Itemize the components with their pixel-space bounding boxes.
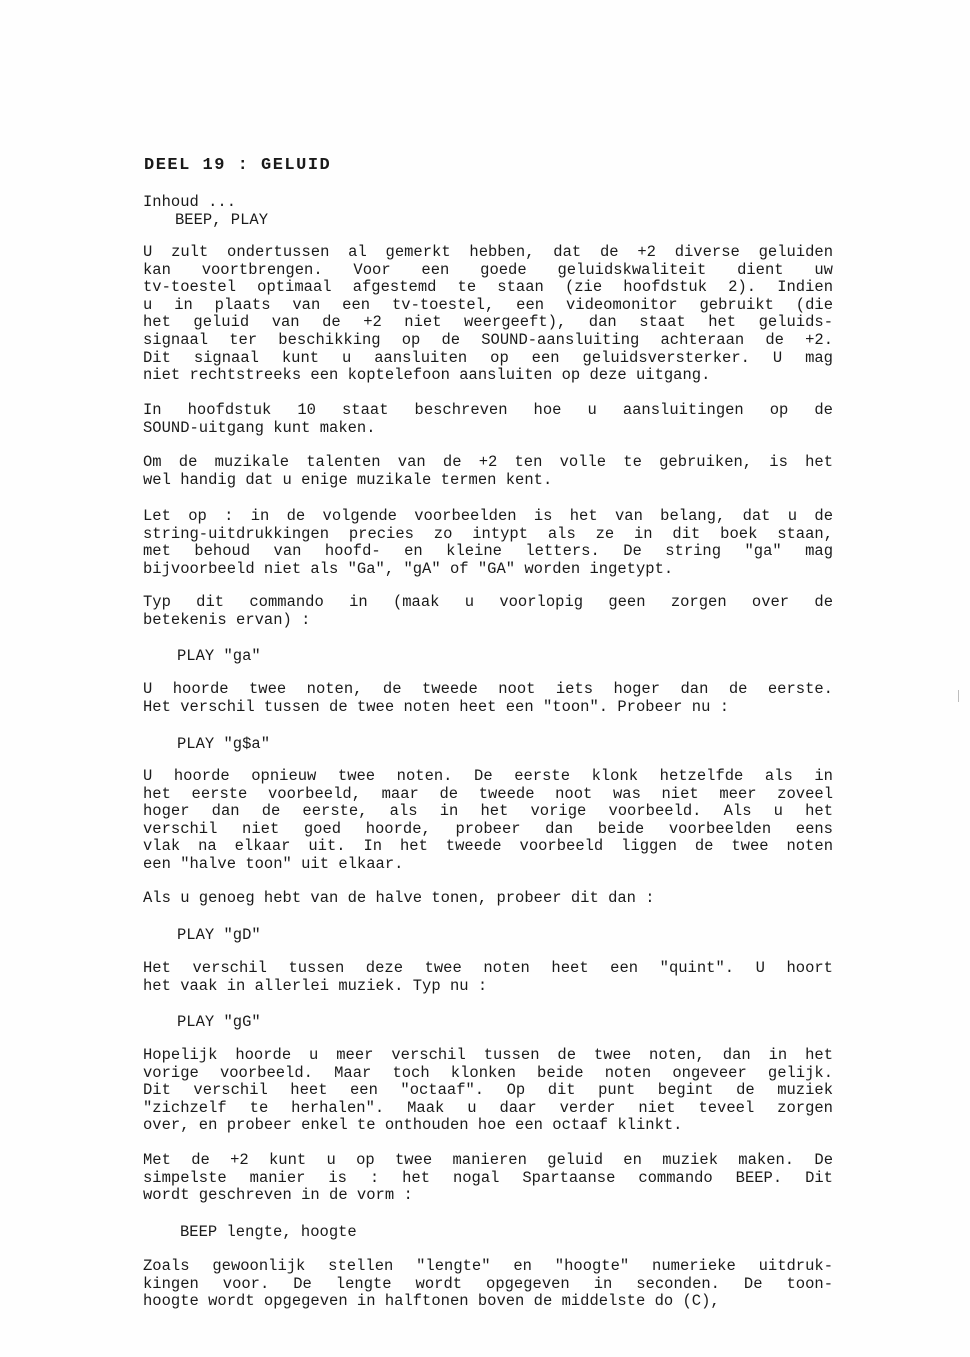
paragraph-line: wel handig dat u enige muzikale termen kent. <box>143 471 553 489</box>
paragraph-line: een "halve toon" uit elkaar. <box>143 855 404 873</box>
paragraph-line: over, en probeer enkel te onthouden hoe een octaaf klinkt. <box>143 1117 683 1135</box>
paragraph-line: Hopelijk hoorde u meer verschil tussen de twee noten, dan in het <box>143 1047 833 1064</box>
paragraph-line: het eerste voorbeeld, maar de tweede noot was niet meer zoveel <box>143 785 833 803</box>
paragraph-3 <box>143 454 833 489</box>
paragraph-line: Het verschil tussen de twee noten heet een "toon". Probeer nu : <box>143 698 729 716</box>
paragraph-line: Typ dit commando in (maak u voorlopig geen zorgen over de <box>143 594 833 611</box>
code-example-5: BEEP lengte, hoogte <box>180 1223 357 1241</box>
paragraph-line: niet rechtstreeks een koptelefoon aansluiten op deze uitgang. <box>143 367 711 385</box>
paragraph-line: hoogte wordt opgegeven in halftonen boven de middelste do (C), <box>143 1293 720 1311</box>
paragraph-line: Met de +2 kunt u op twee manieren geluid en muziek maken. De <box>143 1152 833 1169</box>
contents-label: Inhoud ... <box>143 194 237 211</box>
paragraph-line: SOUND-uitgang kunt maken. <box>143 419 376 437</box>
paragraph-line: Als u genoeg hebt van de halve tonen, probeer dit dan : <box>143 890 655 907</box>
chapter-heading: DEEL 19 : GELUID <box>144 156 332 175</box>
paragraph-9 <box>143 960 833 995</box>
paragraph-2 <box>143 402 833 437</box>
paragraph-line: vlak na elkaar uit. In het tweede voorbeeld liggen de twee noten <box>143 838 833 856</box>
paragraph-line: U zult ondertussen al gemerkt hebben, dat de +2 diverse geluiden <box>143 244 833 261</box>
paragraph-11 <box>143 1152 833 1205</box>
contents-items: BEEP, PLAY <box>175 211 269 229</box>
paragraph-12 <box>143 1258 833 1311</box>
paragraph-6 <box>143 681 833 716</box>
paragraph-line: met behoud van hoofd- en kleine letters. De string "ga" mag <box>143 543 833 561</box>
paragraph-8 <box>143 890 833 908</box>
paragraph-line: verschil niet goed hoorde, probeer dan beide voorbeelden eens <box>143 820 833 838</box>
paragraph-line: Om de muzikale talenten van de +2 ten volle te gebruiken, is het <box>143 454 833 471</box>
paragraph-line: bijvoorbeeld niet als "Ga", "gA" of "GA" worden ingetypt. <box>143 560 674 578</box>
code-example-2: PLAY "g$a" <box>177 735 271 753</box>
paragraph-line: Let op : in de volgende voorbeelden is het van belang, dat u de <box>143 508 833 525</box>
paragraph-line: U hoorde opnieuw twee noten. De eerste klonk hetzelfde als in <box>143 768 833 785</box>
paragraph-4 <box>143 508 833 578</box>
paragraph-line: U hoorde twee noten, de tweede noot iets hoger dan de eerste. <box>143 681 833 698</box>
code-example-4: PLAY "gG" <box>177 1013 261 1031</box>
paragraph-line: In hoofdstuk 10 staat beschreven hoe u aansluitingen op de <box>143 402 833 419</box>
paragraph-10 <box>143 1047 833 1135</box>
paragraph-line: Het verschil tussen deze twee noten heet een "quint". U hoort <box>143 960 833 977</box>
code-example-3: PLAY "gD" <box>177 926 261 944</box>
paragraph-line: signaal ter beschikking op de SOUND-aansluiting achteraan de +2. <box>143 331 833 349</box>
paragraph-line: vorige voorbeeld. Maar toch klonken beide noten ongeveer gelijk. <box>143 1064 833 1082</box>
paragraph-line: Zoals gewoonlijk stellen "lengte" en "hoogte" numerieke uitdruk- <box>143 1258 833 1275</box>
paragraph-line: het geluid van de +2 niet weergeeft), dan staat het geluids- <box>143 314 833 332</box>
paragraph-line: u in plaats van een tv-toestel, een videomonitor gebruikt (die <box>143 296 833 314</box>
paragraph-line: betekenis ervan) : <box>143 611 311 629</box>
contents-block <box>143 194 833 229</box>
paragraph-5 <box>143 594 833 629</box>
scan-margin-mark <box>958 690 959 702</box>
paragraph-7 <box>143 768 833 874</box>
paragraph-line: het vaak in allerlei muziek. Typ nu : <box>143 977 488 995</box>
paragraph-line: kan voortbrengen. Voor een goede geluidskwaliteit dient uw <box>143 261 833 279</box>
paragraph-line: Dit signaal kunt u aansluiten op een geluidsversterker. U mag <box>143 349 833 367</box>
paragraph-line: string-uitdrukkingen precies zo intypt als ze in dit boek staan, <box>143 525 833 543</box>
paragraph-line: Dit verschil heet een "octaaf". Op dit punt begint de muziek <box>143 1082 833 1100</box>
paragraph-line: tv-toestel optimaal afgestemd te staan (zie hoofdstuk 2). Indien <box>143 279 833 297</box>
paragraph-1 <box>143 244 833 385</box>
paragraph-line: kingen voor. De lengte wordt opgegeven in seconden. De toon- <box>143 1275 833 1293</box>
paragraph-line: simpelste manier is : het nogal Spartaanse commando BEEP. Dit <box>143 1169 833 1187</box>
paragraph-line: hoger dan de eerste, als in het vorige voorbeeld. Als u het <box>143 803 833 821</box>
paragraph-line: "zichzelf te herhalen". Maak u daar verder niet teveel zorgen <box>143 1099 833 1117</box>
paragraph-line: wordt geschreven in de vorm : <box>143 1187 413 1205</box>
code-example-1: PLAY "ga" <box>177 647 261 665</box>
